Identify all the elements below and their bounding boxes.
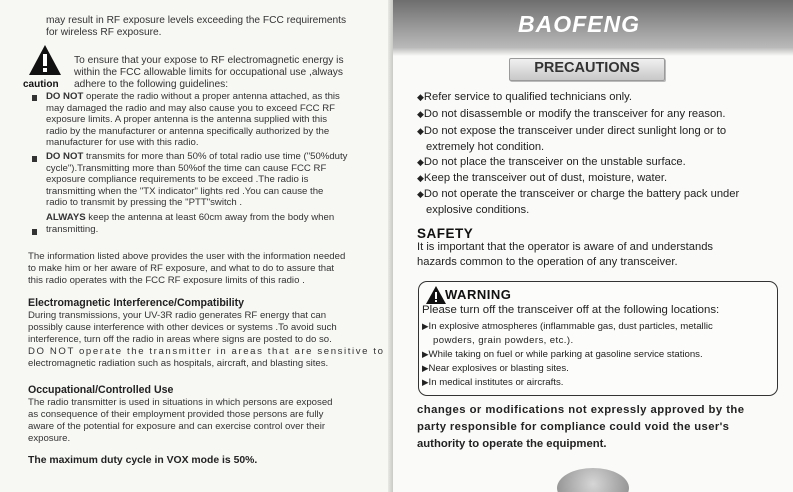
arrow-bullet-icon: ▶ [422,321,429,331]
bullet-2-first: transmits for more than 50% of total radio use time ("50%duty [83,151,348,162]
brand-header [393,0,793,50]
diamond-bullet-icon: ◆ [417,157,424,167]
bullet-marker [32,156,37,162]
arrow-bullet-icon: ▶ [422,363,429,373]
safety-line: hazards common to the operation of any transceiver. [417,256,678,268]
duty-cycle-note: The maximum duty cycle in VOX mode is 50%. [28,455,258,466]
arrow-bullet-icon: ▶ [422,349,429,359]
bullet-1-line: radio by the manufacturer or antenna specifically authorized by the [46,125,330,137]
emc-line: electromagnetic radiation such as hospitals, aircraft, and blasting sites. [28,358,329,369]
caution-label: caution [23,79,59,90]
precaution-item [417,108,726,121]
right-page [393,0,793,492]
brand-logo: BAOFENG [518,11,640,37]
bullet-1-bold: DO NOT [46,91,84,102]
warning-icon [426,286,446,304]
info-line: The information listed above provides the user with the information needed [28,251,346,262]
diamond-bullet-icon: ◆ [417,126,424,136]
precaution-text: Do not operate the transceiver or charge the battery pack under [423,188,740,200]
warning-item-text: In medical institutes or aircrafts. [428,377,564,388]
precaution-continuation: explosive conditions. [426,204,530,216]
bullet-2-line: exposure compliance requirements to be exceed .The radio is [46,174,309,185]
precaution-text: Do not expose the transceiver under direct sunlight long or to [423,125,727,137]
bullet-2-line-1 [46,151,347,162]
page-tab-decoration [557,468,629,492]
left-page [0,0,393,492]
bullet-1-line: may damaged the radio and may also cause you to exceed FCC RF [46,102,336,114]
bullet-1-first: operate the radio without a proper antenna attached, as this [83,91,340,102]
precaution-text: Refer service to qualified technicians only. [423,91,633,103]
emc-line: possibly cause interference with other devices or systems .To avoid such [28,322,337,333]
bullet-3-bold: ALWAYS [46,212,86,223]
precaution-item [417,156,686,169]
closing-line: authority to operate the equipment. [417,438,607,450]
bullet-1-line: exposure limits. A proper antenna is the antenna supplied with this [46,114,328,125]
warning-intro: Please turn off the transceiver off at the following locations: [422,304,720,316]
diamond-bullet-icon: ◆ [417,173,424,183]
info-line: to make him or her aware of RF exposure, and what to do to assure that [28,263,335,274]
occ-line: aware of the potential for exposure and can exercise control over their [28,421,326,432]
warning-item [422,363,569,374]
warning-box [418,281,778,396]
emc-heading: Electromagnetic Interference/Compatibility [28,297,245,309]
bullet-2-line: radio to transmit by pressing the "PTT"switch . [46,197,243,208]
precaution-item [417,91,632,104]
caution-icon [28,44,62,76]
occ-line: as consequence of their employment provided those persons are fully [28,409,324,420]
warning-title: WARNING [445,287,512,302]
precautions-title-box [509,58,665,81]
safety-line: It is important that the operator is aware of and understands [417,241,714,253]
precautions-title: PRECAUTIONS [534,60,640,76]
precaution-text: Do not place the transceiver on the unstable surface. [423,156,686,168]
info-line: this radio operates with the FCC RF exposure limits of this radio . [28,275,305,286]
bullet-2-bold: DO NOT [46,151,84,162]
emc-line: DO NOT operate the transmitter in areas that are sensitive to [28,346,385,357]
warning-item [422,349,703,360]
warning-continuation: powders, grain powders, etc.). [433,335,574,346]
diamond-bullet-icon: ◆ [417,109,424,119]
closing-line: party responsible for compliance could void the user's [417,421,730,433]
bullet-3-line: transmitting. [46,224,99,235]
bullet-1-line-1 [46,91,340,102]
occ-line: exposure. [28,433,71,444]
bullet-2-line: cycle").Transmitting more than 50%of the time can cause FCC RF [46,162,327,174]
occ-line: The radio transmitter is used in situations in which persons are exposed [28,397,333,408]
caution-line-2: within the FCC allowable limits for occupational use ,always [74,67,343,78]
intro-line-1: may result in RF exposure levels exceeding the FCC requirements [46,15,347,26]
diamond-bullet-icon: ◆ [417,189,424,199]
warning-item-text: In explosive atmospheres (inflammable gas, dust particles, metallic [428,321,713,332]
closing-line: changes or modifications not expressly approved by the [417,404,745,416]
bullet-marker [32,95,37,101]
warning-item-text: While taking on fuel or while parking at gasoline service stations. [428,349,703,360]
bullet-3-line-1 [46,212,334,223]
occ-heading: Occupational/Controlled Use [28,384,174,396]
caution-line-3: adhere to the following guidelines: [74,79,229,90]
precaution-item [417,172,667,185]
bullet-1-line: manufacturer for use with this radio. [46,137,199,148]
precaution-continuation: extremely hot condition. [426,141,545,153]
warning-item [422,321,713,332]
bullet-marker [32,229,37,235]
precaution-text: Do not disassemble or modify the transceiver for any reason. [423,108,726,120]
safety-title: SAFETY [417,226,474,241]
diamond-bullet-icon: ◆ [417,92,424,102]
precaution-text: Keep the transceiver out of dust, moisture, water. [423,172,668,184]
intro-line-2: for wireless RF exposure. [46,27,162,38]
bullet-2-line: transmitting when the "TX indicator" lights red .You can cause the [46,185,324,197]
emc-line: During transmissions, your UV-3R radio generates RF energy that can [28,310,327,321]
arrow-bullet-icon: ▶ [422,377,429,387]
precaution-item [417,125,726,138]
warning-item-text: Near explosives or blasting sites. [428,363,569,374]
emc-line: interference, turn off the radio in areas where signs are posted to do so. [28,334,332,345]
precaution-item [417,188,739,201]
caution-line-1: To ensure that your expose to RF electromagnetic energy is [74,55,344,66]
bullet-3-first: keep the antenna at least 60cm away from the body when [85,212,335,223]
warning-item [422,377,563,388]
